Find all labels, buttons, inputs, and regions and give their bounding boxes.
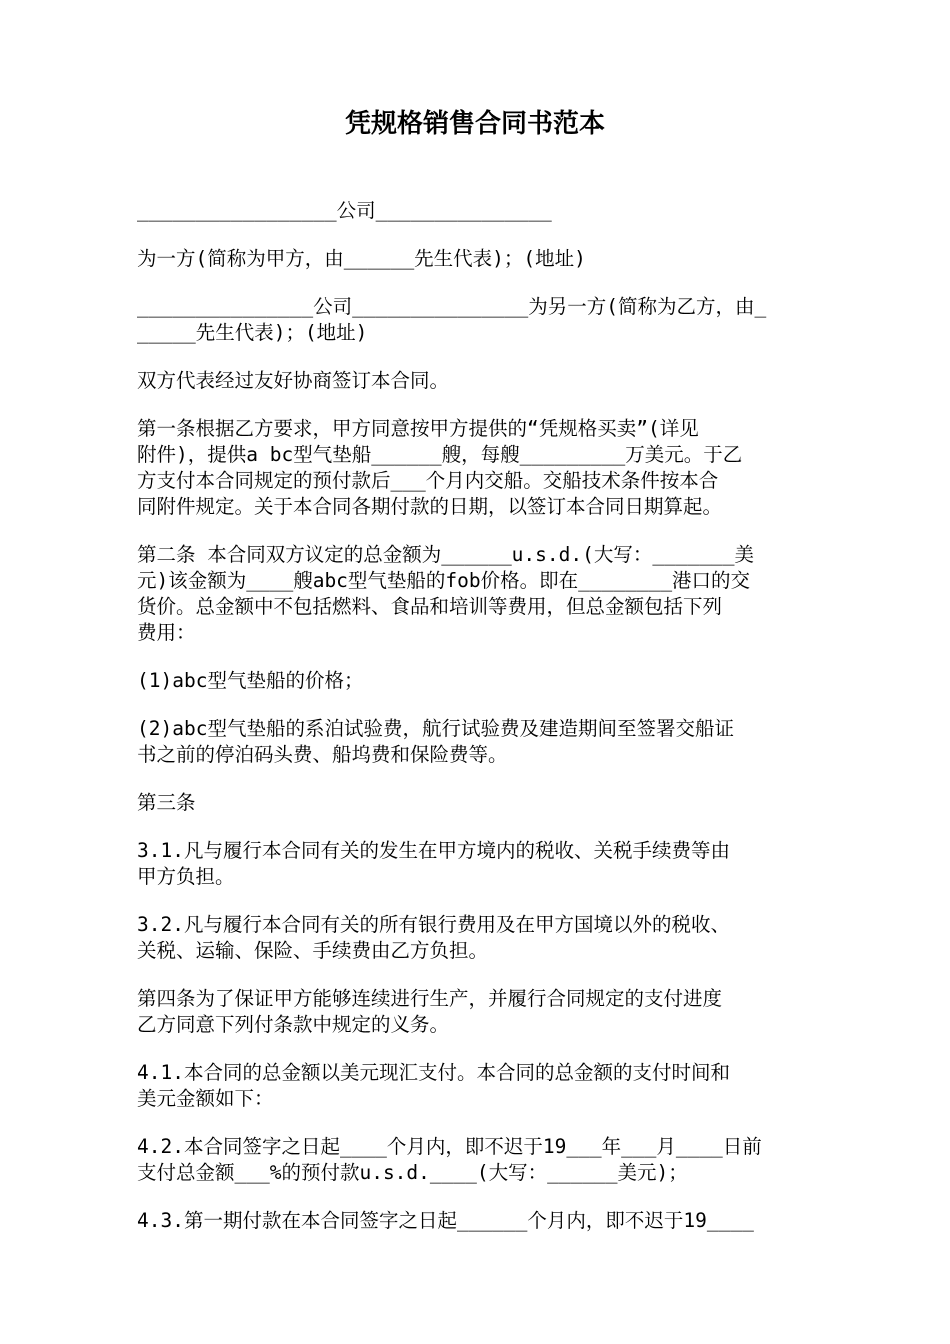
agreement-statement: 双方代表经过友好协商签订本合同。 (137, 369, 450, 392)
clause-4-3: 4.3.第一期付款在本合同签字之日起______个月内，即不迟于19____ (137, 1209, 754, 1232)
clause-3-1: 3.1.凡与履行本合同有关的发生在甲方境内的税收、关税手续费等由 甲方负担。 (137, 839, 730, 888)
clause-4-2: 4.2.本合同签字之日起____个月内，即不迟于19___年___月____日前 支付总金额___%的预付款u.s.d.____(大写：______美元)； (137, 1135, 762, 1184)
article-2: 第二条 本合同双方议定的总金额为______u.s.d.(大写：_______美 元)该金额为____艘abc型气垫船的fob价格。即在________港口的交 货价。总金额中不包括燃料、食品和培训等费用，但总金额包括下列 费用： (137, 543, 755, 644)
article-3-heading: 第三条 (137, 791, 196, 814)
party-a-description: 为一方(简称为甲方，由______先生代表)；(地址) (137, 247, 586, 270)
article-2-item-1: (1)abc型气垫船的价格； (137, 669, 364, 692)
article-2-item-2: (2)abc型气垫船的系泊试验费，航行试验费及建造期间至签署交船证 书之前的停泊码头费、船坞费和保险费等。 (137, 717, 734, 766)
party-b-description: _______________公司_______________为另一方(简称为乙方，由_ _____先生代表)；(地址) (137, 295, 767, 344)
document-title: 凭规格销售合同书范本 (344, 109, 605, 139)
document-body (137, 198, 815, 1256)
article-1: 第一条根据乙方要求，甲方同意按甲方提供的“凭规格买卖”(详见 附件)，提供a bc型气垫船______艘，每艘_________万美元。于乙 方支付本合同规定的预付款后___个月内交船。交船技术条件按本合 同附件规定。关于本合同各期付款的日期，以签订本合同日期算起。 (137, 417, 743, 518)
article-4: 第四条为了保证甲方能够连续进行生产，并履行合同规定的支付进度 乙方同意下列付条款中规定的义务。 (137, 987, 723, 1036)
clause-3-2: 3.2.凡与履行本合同有关的所有银行费用及在甲方国境以外的税收、 关税、运输、保险、手续费由乙方负担。 (137, 913, 730, 962)
clause-4-1: 4.1.本合同的总金额以美元现汇支付。本合同的总金额的支付时间和 美元金额如下： (137, 1061, 730, 1110)
party-a-company-line: _________________公司_______________ (137, 199, 552, 222)
